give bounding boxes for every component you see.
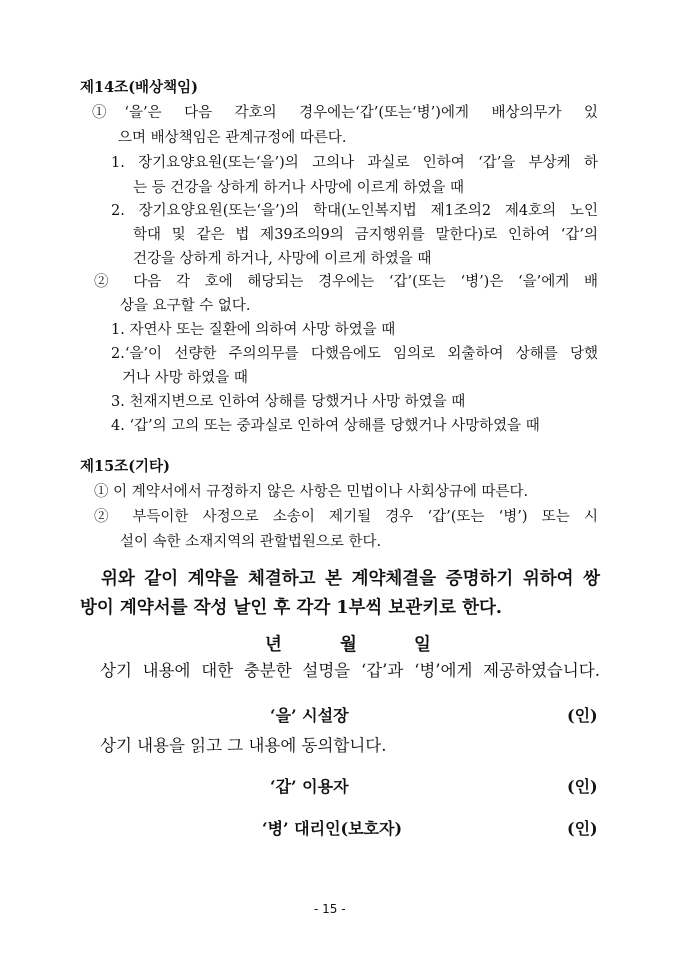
page-number: - 15 - [314, 902, 346, 916]
article-14-item-2-line-2: 학대 및 같은 법 제39조의9의 금지행위를 말한다)로 인하여 ‘갑’의 [133, 227, 598, 243]
signature-facility-head-label: ‘을’ 시설장 [270, 706, 349, 725]
article-14-para-2-item-2-line-1: 2.‘을’이 선량한 주의의무를 다했음에도 임의로 외출하여 상해를 당했 [111, 346, 598, 362]
article-15-para-2-line-2: 설이 속한 소재지역의 관할법원으로 한다. [120, 534, 382, 550]
article-14-para-2-line-1: ② 다음 각 호에 해당되는 경우에는 ‘갑’(또는 ‘병’)은 ‘을’에게 배 [94, 274, 598, 290]
signature-guardian-label: ‘병’ 대리인(보호자) [262, 819, 403, 838]
article-14-title: 제14조(배상책임) [80, 79, 198, 96]
closing-line-1: 위와 같이 계약을 체결하고 본 계약체결을 증명하기 위하여 쌍 [101, 569, 600, 589]
date-month: 월 [340, 635, 357, 655]
signature-guardian-seal: (인) [567, 819, 598, 838]
article-15-para-1: ① 이 계약서에서 규정하지 않은 사항은 민법이나 사회상규에 따른다. [94, 484, 529, 500]
signature-user-seal: (인) [567, 777, 598, 796]
consent-statement: 상기 내용을 읽고 그 내용에 동의합니다. [100, 736, 387, 755]
article-14-para-2-line-2: 상을 요구할 수 없다. [120, 298, 251, 314]
article-14-item-1-line-2: 는 등 건강을 상하게 하거나 사망에 이르게 하였을 때 [133, 180, 465, 196]
explanation-statement: 상기 내용에 대한 충분한 설명을 ‘갑’과 ‘병’에게 제공하였습니다. [100, 661, 600, 680]
article-14-para-1-line-2: 으며 배상책임은 관계규정에 따른다. [118, 130, 347, 146]
signature-facility-head-seal: (인) [567, 706, 598, 725]
article-14-item-2-line-1: 2. 장기요양요원(또는‘을’)의 학대(노인복지법 제1조의2 제4호의 노인 [111, 203, 598, 219]
article-15-title: 제15조(기타) [80, 458, 170, 475]
date-year: 년 [265, 635, 282, 655]
article-14-para-2-item-4: 4. ‘갑’의 고의 또는 중과실로 인하여 상해를 당했거나 사망하였을 때 [111, 418, 540, 434]
closing-line-2: 방이 계약서를 작성 날인 후 각각 1부씩 보관키로 한다. [80, 598, 503, 618]
article-14-para-2-item-1: 1. 자연사 또는 질환에 의하여 사망 하였을 때 [111, 322, 396, 338]
article-14-para-2-item-3: 3. 천재지변으로 인하여 상해를 당했거나 사망 하였을 때 [111, 394, 466, 410]
date-day: 일 [414, 635, 431, 655]
article-14-item-1-line-1: 1. 장기요양요원(또는‘을’)의 고의나 과실로 인하여 ‘갑’을 부상케 하 [111, 155, 598, 171]
article-14-para-1-line-1: ①‘을’은 다음 각호의 경우에는‘갑’(또는‘병’)에게 배상의무가 있 [92, 105, 598, 121]
article-14-para-2-item-2-line-2: 거나 사망 하였을 때 [122, 370, 248, 386]
signature-user-label: ‘갑’ 이용자 [270, 777, 349, 796]
article-15-para-2-line-1: ② 부득이한 사정으로 소송이 제기될 경우 ‘갑’(또는 ‘병’) 또는 시 [94, 509, 598, 525]
article-14-item-2-line-3: 건강을 상하게 하거나, 사망에 이르게 하였을 때 [133, 251, 432, 267]
